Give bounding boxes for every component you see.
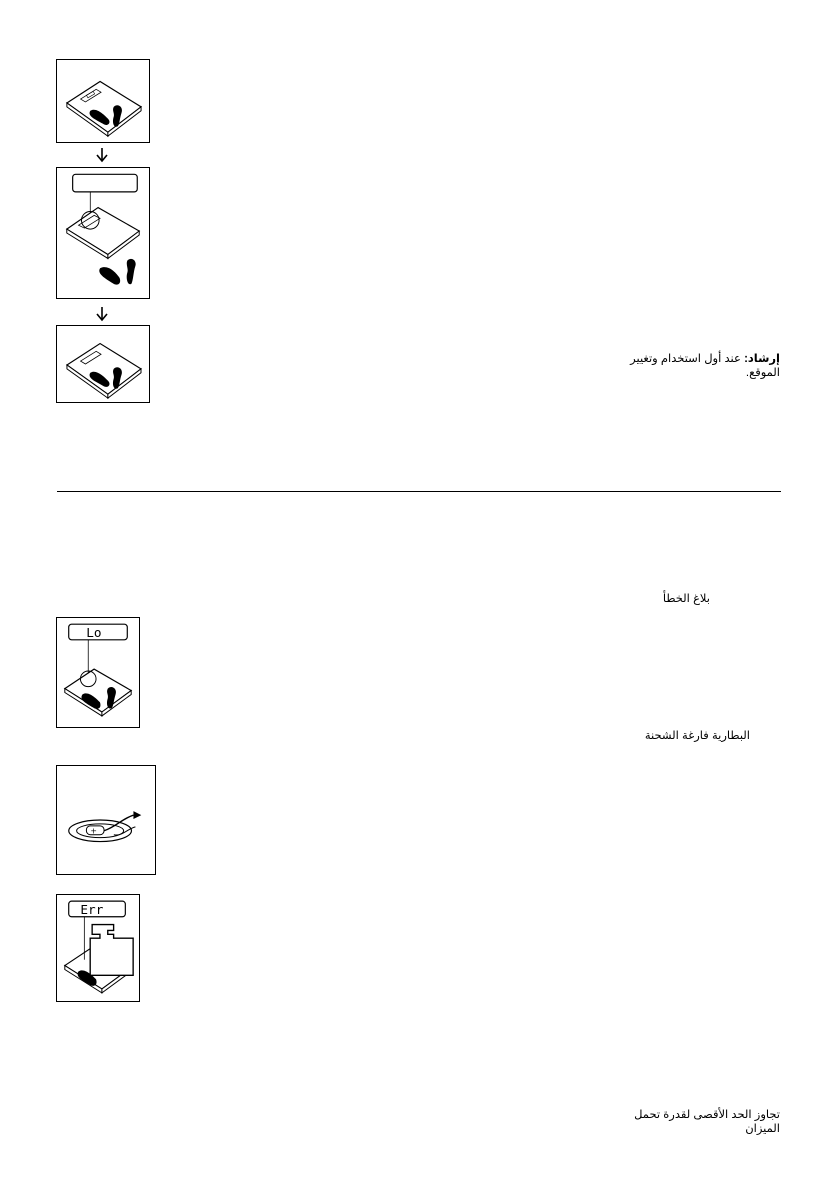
figure-overload-display bbox=[56, 894, 140, 1002]
scale-lo-illustration bbox=[57, 618, 139, 727]
hint-label: إرشاد: bbox=[744, 353, 780, 365]
arrow-down-icon bbox=[95, 306, 109, 322]
scale-err-illustration bbox=[57, 895, 139, 1001]
svg-text:+: + bbox=[90, 826, 97, 836]
scale-display-illustration bbox=[57, 168, 149, 298]
figure-step-on-scale bbox=[56, 59, 150, 143]
arrow-down-icon bbox=[95, 147, 109, 163]
section-divider bbox=[57, 491, 781, 492]
figure-battery-replace bbox=[56, 765, 156, 875]
scale-feet-illustration bbox=[57, 326, 149, 402]
overload-text: تجاوز الحد الأقصى لقدرة تحمل الميزان bbox=[634, 1109, 780, 1135]
lcd-lo-text: Lo bbox=[86, 624, 102, 640]
figure-display-zoom bbox=[56, 167, 150, 299]
scale-feet-illustration bbox=[57, 60, 149, 142]
figure-low-battery-display bbox=[56, 617, 140, 728]
hint-text: عند أول استخدام وتغيير الموقع. bbox=[630, 353, 780, 379]
battery-illustration bbox=[57, 766, 155, 874]
hint-paragraph bbox=[600, 352, 780, 380]
error-heading: بلاغ الخطأ bbox=[662, 593, 710, 605]
lcd-err-text: Err bbox=[80, 901, 104, 917]
figure-step-on-again bbox=[56, 325, 150, 403]
low-battery-text: البطارية فارغة الشحنة bbox=[644, 730, 750, 742]
